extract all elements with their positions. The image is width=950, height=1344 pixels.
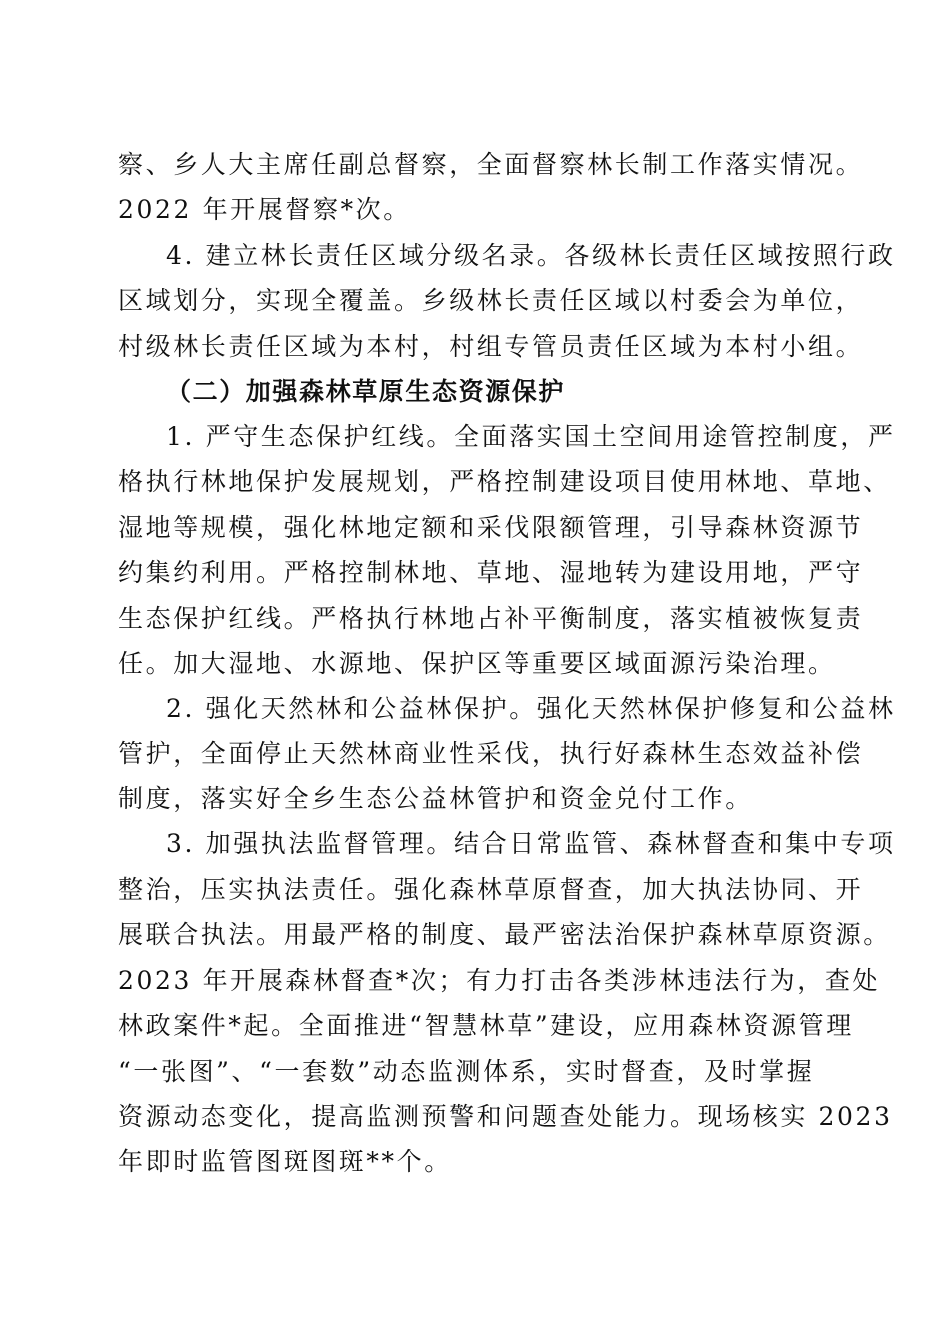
text-line: 2. 强化天然林和公益林保护。强化天然林保护修复和公益林: [166, 694, 896, 723]
text-line: 1. 严守生态保护红线。全面落实国土空间用途管控制度，严: [166, 422, 896, 451]
text-line: 村级林长责任区域为本村，村组专管员责任区域为本村小组。: [118, 332, 864, 361]
text-line: 年即时监管图斑图斑**个。: [118, 1147, 452, 1176]
text-line: 约集约利用。严格控制林地、草地、湿地转为建设用地，严守: [118, 558, 864, 587]
text-line: 察、乡人大主席任副总督察，全面督察林长制工作落实情况。: [118, 150, 864, 179]
text-line: 区域划分，实现全覆盖。乡级林长责任区域以村委会为单位，: [118, 286, 864, 315]
text-line: 任。加大湿地、水源地、保护区等重要区域面源污染治理。: [118, 649, 836, 678]
text-line: 湿地等规模，强化林地定额和采伐限额管理，引导森林资源节: [118, 513, 864, 542]
text-line: 格执行林地保护发展规划，严格控制建设项目使用林地、草地、: [118, 467, 891, 496]
text-line: 3. 加强执法监督管理。结合日常监管、森林督查和集中专项: [166, 829, 896, 858]
text-line: 整治，压实执法责任。强化森林草原督查，加大执法协同、开: [118, 875, 864, 904]
text-line: 展联合执法。用最严格的制度、最严密法治保护森林草原资源。: [118, 920, 891, 949]
text-line: 2023 年开展森林督查*次；有力打击各类涉林违法行为，查处: [118, 966, 881, 995]
text-line: 制度，落实好全乡生态公益林管护和资金兑付工作。: [118, 784, 753, 813]
text-line: 资源动态变化，提高监测预警和问题查处能力。现场核实 2023: [118, 1102, 893, 1131]
text-line: 4. 建立林长责任区域分级名录。各级林长责任区域按照行政: [166, 241, 896, 270]
text-line: 生态保护红线。严格执行林地占补平衡制度，落实植被恢复责: [118, 604, 864, 633]
text-line: “一张图”、“一套数”动态监测体系，实时督查，及时掌握: [118, 1057, 815, 1086]
text-line: 林政案件*起。全面推进“智慧林草”建设，应用森林资源管理: [118, 1011, 854, 1040]
text-line: 2022 年开展督察*次。: [118, 195, 411, 224]
section-heading: （二）加强森林草原生态资源保护: [166, 377, 566, 406]
text-line: 管护，全面停止天然林商业性采伐，执行好森林生态效益补偿: [118, 739, 864, 768]
